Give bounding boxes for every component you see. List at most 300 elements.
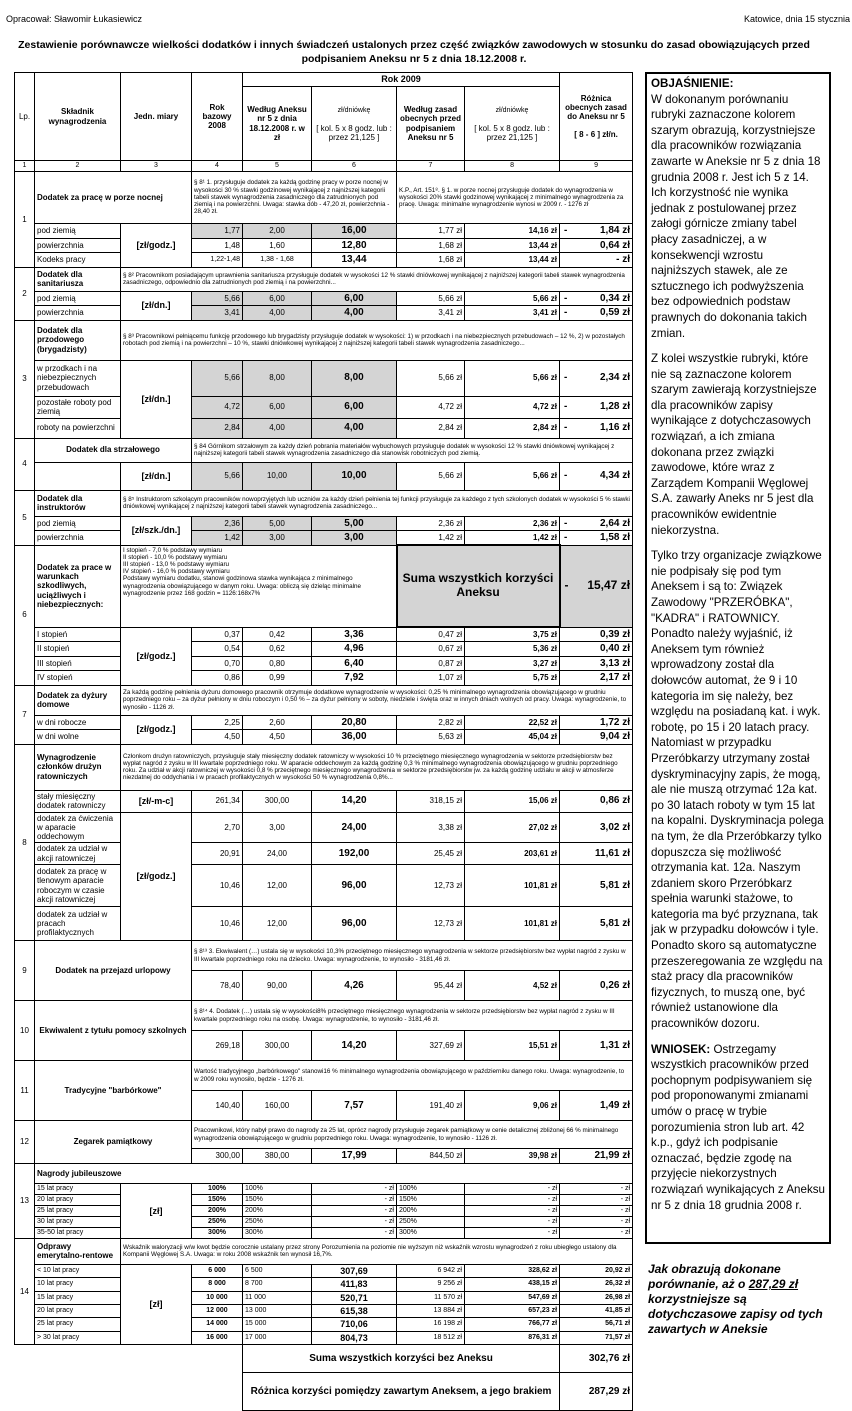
lp-cell: 12 — [15, 1121, 35, 1164]
final-conclusion — [648, 1262, 830, 1337]
cell: 0,37 — [192, 627, 243, 642]
row-name: IV stopień — [35, 671, 121, 686]
cell: 876,31 zł — [465, 1331, 560, 1344]
cell: 9,06 zł — [465, 1091, 560, 1121]
row-name: w dni wolne — [35, 730, 121, 745]
cell: 100% — [243, 1183, 312, 1194]
cell: 5,66 zł — [465, 462, 560, 490]
cell: 12,00 — [243, 865, 312, 907]
cell: 318,15 zł — [397, 790, 465, 812]
cell: - zł — [465, 1227, 560, 1238]
section-name: Dodatek za prace w warunkach szkodliwych, uciążliwych i niebezpiecznych: — [35, 545, 121, 627]
row-name: w dni robocze — [35, 715, 121, 730]
cell: 39,98 zł — [465, 1149, 560, 1164]
cell: 200% — [192, 1205, 243, 1216]
cell: 6,00 — [312, 291, 397, 306]
section-desc — [121, 545, 397, 627]
cell: 1,42 zł — [397, 531, 465, 546]
diff-value: 0,39 zł — [600, 628, 631, 640]
cell: 5,66 zł — [397, 360, 465, 396]
cell: 6,40 — [312, 656, 397, 671]
header-wg-aneksu: Według Aneksu nr 5 z dnia 18.12.2008 r. w zł — [243, 87, 312, 161]
diff-value: 5,81 zł — [600, 917, 631, 929]
table-row — [15, 642, 633, 657]
table-row — [15, 1227, 633, 1238]
diff-cell: - 1,16 zł — [560, 418, 633, 438]
cell: 2,25 — [192, 715, 243, 730]
unit-cell: [zł/dn.] — [121, 291, 192, 320]
table-row — [15, 418, 633, 438]
cell: 2,36 zł — [397, 516, 465, 531]
lp-cell: 3 — [15, 320, 35, 438]
cell: - zł — [560, 1183, 633, 1194]
section-name: Dodatek dla przodowego (brygadzisty) — [35, 320, 121, 360]
row-name: roboty na powierzchni — [35, 418, 121, 438]
cell: 13,44 zł — [465, 238, 560, 253]
diff-value: 3,13 zł — [600, 657, 631, 669]
section-name: Ekwiwalent z tytułu pomocy szkolnych — [35, 1001, 192, 1061]
unit-cell: [zł/godz.] — [121, 812, 192, 941]
cell: 96,00 — [312, 865, 397, 907]
cell: 1,77 zł — [397, 224, 465, 239]
cell: 150% — [192, 1194, 243, 1205]
desc-line: I stopień - 7,0 % podstawy wymiaru — [123, 546, 223, 554]
cell: 22,52 zł — [465, 715, 560, 730]
cell: 4,50 — [243, 730, 312, 745]
row-name: stały miesięczny dodatek ratowniczy — [35, 790, 121, 812]
cell: 328,62 zł — [465, 1264, 560, 1277]
section-name: Odprawy emerytalno-rentowe — [35, 1238, 121, 1264]
row-name: pod ziemią — [35, 224, 121, 239]
cell: 2,82 zł — [397, 715, 465, 730]
summary-row — [15, 1372, 633, 1410]
cell: 20,92 zł — [560, 1264, 633, 1277]
cell: 101,81 zł — [465, 907, 560, 941]
desc-line: II stopień - 10,0 % podstawy wymiaru — [123, 553, 228, 561]
cell: 5,00 — [312, 516, 397, 531]
table-row — [15, 238, 633, 253]
annex-summary-value: 15,47 zł — [587, 578, 631, 593]
cell: 9 256 zł — [397, 1278, 465, 1291]
title-line2: podpisaniem Aneksu nr 5 z dnia 18.12.2008 r. — [301, 53, 527, 65]
explanation-paragraph: W dokonanym porównaniu rubryki zaznaczone kolorem szarym obrazują, korzystniejsze dla pracowników rozwiązania zawarte w Aneksie nr 5 z dnia 18 grudnia 2008 r. Jest ich 5 z 14. Ich korzystność nie wynika jednak z postulowanej przez załogi górnicze zmiany tabel płacy zasadniczej, a w konsekwencji wzrostu najniższych stawek, ale ze sztucznego ich podwyższenia bez odpowiednich podstaw prawnych do dokonania takich zmian. — [651, 92, 821, 340]
lp-cell: 14 — [15, 1238, 35, 1344]
row-name: pod ziemią — [35, 291, 121, 306]
table-row — [15, 1278, 633, 1291]
row-name: 10 lat pracy — [35, 1278, 121, 1291]
header-dniowka-a — [312, 87, 397, 161]
cell: - zł — [465, 1194, 560, 1205]
cell: 300,00 — [243, 1031, 312, 1061]
header-rok-bazowy: Rok bazowy 2008 — [192, 73, 243, 161]
table-row — [15, 715, 633, 730]
place-date: Katowice, dnia 15 stycznia — [743, 14, 850, 24]
diff-value: 1,49 zł — [600, 1099, 631, 1111]
cell: 1,42 — [192, 531, 243, 546]
sum-no-annex-value: 302,76 zł — [560, 1344, 633, 1372]
cell: 6 000 — [192, 1264, 243, 1277]
cell: 1,68 zł — [397, 253, 465, 268]
cell: 7,57 — [312, 1091, 397, 1121]
conclusion-pre: Jak obrazują dokonane porównanie, aż o — [648, 1262, 781, 1291]
cell: 26,98 zł — [560, 1291, 633, 1304]
cell: 13,44 zł — [465, 253, 560, 268]
cell: - zł — [560, 1205, 633, 1216]
diff-cell — [560, 238, 633, 253]
diff-value: - zł — [616, 254, 631, 266]
diff-value: 1,72 zł — [600, 716, 631, 728]
colnum: 8 — [465, 161, 560, 172]
cell: 7,92 — [312, 671, 397, 686]
table-row — [15, 627, 633, 642]
cell: - zł — [560, 1227, 633, 1238]
cell: 269,18 — [192, 1031, 243, 1061]
section-name: Dodatek dla strzałowego — [35, 438, 192, 462]
cell: 12,73 zł — [397, 907, 465, 941]
cell: 3,41 zł — [465, 306, 560, 321]
cell: 6,00 — [243, 396, 312, 418]
table-row — [15, 1194, 633, 1205]
diff-cell — [560, 671, 633, 686]
cell: 250% — [192, 1216, 243, 1227]
cell: 250% — [243, 1216, 312, 1227]
cell: 250% — [397, 1216, 465, 1227]
conclusion-paragraph — [651, 1042, 825, 1214]
cell: 2,00 — [243, 224, 312, 239]
dniowka-a-label: zł/dniówkę — [337, 106, 371, 114]
cell: 844,50 zł — [397, 1149, 465, 1164]
diff-cell: - 2,64 zł — [560, 516, 633, 531]
cell: 14,16 zł — [465, 224, 560, 239]
diff-cell: - 1,58 zł — [560, 531, 633, 546]
diff-cell — [560, 971, 633, 1001]
row-name: < 10 lat pracy — [35, 1264, 121, 1277]
cell: 4,50 — [192, 730, 243, 745]
row-name: 35-50 lat pracy — [35, 1227, 121, 1238]
table-row — [15, 531, 633, 546]
cell: 12,73 zł — [397, 865, 465, 907]
cell: 5,63 zł — [397, 730, 465, 745]
unit-cell: [zł/szk./dn.] — [121, 516, 192, 545]
cell: 5,66 — [192, 291, 243, 306]
cell: 0,54 — [192, 642, 243, 657]
cell: 3,36 — [312, 627, 397, 642]
diff-cell: - 0,34 zł — [560, 291, 633, 306]
cell: 17 000 — [243, 1331, 312, 1344]
wniosek-label: WNIOSEK: — [651, 1042, 711, 1056]
header-dniowka-b — [465, 87, 560, 161]
cell: 150% — [397, 1194, 465, 1205]
cell: 5,66 zł — [465, 360, 560, 396]
cell: 13,44 — [312, 253, 397, 268]
cell: 5,00 — [243, 516, 312, 531]
cell: 3,00 — [243, 531, 312, 546]
cell: 5,66 zł — [465, 291, 560, 306]
diff-cell — [560, 715, 633, 730]
cell: 16,00 — [312, 224, 397, 239]
lp-cell: 6 — [15, 545, 35, 685]
roznica-formula: [ 8 - 6 ] zł/n. — [574, 130, 618, 140]
cell: 10,46 — [192, 865, 243, 907]
cell: 438,15 zł — [465, 1278, 560, 1291]
cell: 15 000 — [243, 1318, 312, 1331]
cell: 261,34 — [192, 790, 243, 812]
row-name: 20 lat pracy — [35, 1194, 121, 1205]
table-row — [15, 253, 633, 268]
diff-value: 4,34 zł — [600, 470, 631, 482]
cell: 11 570 zł — [397, 1291, 465, 1304]
diff-value: 2,34 zł — [600, 372, 631, 384]
cell: 1,42 zł — [465, 531, 560, 546]
colnum: 6 — [312, 161, 397, 172]
diff-value: 21,99 zł — [594, 1150, 631, 1162]
table-row — [15, 1216, 633, 1227]
row-name: dodatek za udział w pracach profilaktycznych — [35, 907, 121, 941]
cell: 5,66 — [192, 462, 243, 490]
spacer — [15, 1344, 243, 1372]
cell: 101,81 zł — [465, 865, 560, 907]
cell: 307,69 — [312, 1264, 397, 1277]
section-name: Tradycyjne "barbórkowe" — [35, 1061, 192, 1121]
cell: 13 884 zł — [397, 1304, 465, 1317]
cell: 14 000 — [192, 1318, 243, 1331]
unit-cell: [zł/godz.] — [121, 224, 192, 268]
row-name: 15 lat pracy — [35, 1291, 121, 1304]
lp-cell: 13 — [15, 1163, 35, 1238]
row-name — [35, 462, 121, 490]
cell: 2,70 — [192, 812, 243, 843]
diff-cell — [560, 642, 633, 657]
annex-summary-cell: - 15,47 zł — [560, 545, 633, 627]
cell: 5,36 zł — [465, 642, 560, 657]
unit-cell: [zł/-m-c] — [121, 790, 192, 812]
row-name: III stopień — [35, 656, 121, 671]
diff-value: 0,34 zł — [600, 292, 631, 304]
cell: 0,87 zł — [397, 656, 465, 671]
cell: 96,00 — [312, 907, 397, 941]
table-row — [15, 224, 633, 239]
unit-cell: [zł/godz.] — [121, 627, 192, 685]
cell: 2,36 — [192, 516, 243, 531]
cell: 327,69 zł — [397, 1031, 465, 1061]
section-name: Dodatek za dyżury domowe — [35, 685, 121, 715]
lp-cell: 4 — [15, 438, 35, 490]
diff-cell — [560, 1031, 633, 1061]
cell: - zł — [312, 1216, 397, 1227]
cell: 4,00 — [312, 306, 397, 321]
row-name: powierzchnia — [35, 238, 121, 253]
row-name: w przodkach i na niebezpiecznych przebudowach — [35, 360, 121, 396]
table-row — [15, 1304, 633, 1317]
cell: 300% — [243, 1227, 312, 1238]
roznica-label: Różnica obecnych zasad do Aneksu nr 5 — [565, 93, 627, 121]
cell: 11 000 — [243, 1291, 312, 1304]
table-row — [15, 306, 633, 321]
cell: 380,00 — [243, 1149, 312, 1164]
row-name: dodatek za pracę w tlenowym aparacie roboczym w czasie akcji ratowniczej — [35, 865, 121, 907]
cell: 3,00 — [243, 812, 312, 843]
cell: 4,72 — [192, 396, 243, 418]
diff-value: 9,04 zł — [600, 731, 631, 743]
cell: 520,71 — [312, 1291, 397, 1304]
colnum: 5 — [243, 161, 312, 172]
cell: 8,00 — [312, 360, 397, 396]
section-desc: § 8¹⁴ 4. Dodatek (…) ustala się w wysokości8% przeciętnego miesięcznego wynagrodzenia w sektorze przedsiębiorstw bez wypłat nagród z zysku w III kwartale poprzedniego roku na osobę. Uwaga: wynagrodzenie, to wynosiło - 3181,46 zł. — [192, 1001, 633, 1031]
cell: 100% — [192, 1183, 243, 1194]
lp-cell: 11 — [15, 1061, 35, 1121]
cell: - zł — [465, 1216, 560, 1227]
diff-value: 1,28 zł — [600, 401, 631, 413]
diff-value: 1,84 zł — [600, 225, 631, 237]
cell: 300,00 — [243, 790, 312, 812]
unit-cell: [zł/godz.] — [121, 715, 192, 744]
table-row — [15, 671, 633, 686]
title-line1: Zestawienie porównawcze wielkości dodatków i innych świadczeń ustalonych przez część związków zawodowych w stosunku do zasad obowiązujących przed — [18, 39, 810, 51]
section-desc: Za każdą godzinę pełnienia dyżuru domowego pracownik otrzymuje dodatkowe wynagrodzenie w wysokości: 0,25 % minimalnego wynagrodzenia obowiązującego w grudniu poprzedniego roku – za dyżur pełniony w dniu roboczym i 0,50 % – za dyżur pełniony w soboty, niedziele i święta oraz w innych dniach wolnych od pracy. Uwaga: wynagrodzenie, to wynosiło - 1126 zł. — [121, 685, 633, 715]
table-row — [15, 1318, 633, 1331]
table-row — [15, 730, 633, 745]
diff-value: 1,16 zł — [600, 422, 631, 434]
header-skladnik: Składnik wynagrodzenia — [35, 73, 121, 161]
row-name: 25 lat pracy — [35, 1205, 121, 1216]
cell: 615,38 — [312, 1304, 397, 1317]
unit-cell: [zł/dn.] — [121, 360, 192, 438]
cell: 8,00 — [243, 360, 312, 396]
table-row — [15, 865, 633, 907]
diff-cell — [560, 790, 633, 812]
diff-value: 2,17 zł — [600, 672, 631, 684]
cell: 95,44 zł — [397, 971, 465, 1001]
section-desc: Wartość tradycyjnego „barbórkowego" stanowi16 % minimalnego wynagrodzenia obowiązującego w październiku danego roku. Uwaga: wynagrodzenie, to w 2009 roku wynosiło, będzie - 1276 zł. — [192, 1061, 633, 1091]
unit-cell: [zł] — [121, 1183, 192, 1238]
lp-cell: 10 — [15, 1001, 35, 1061]
cell: 4,96 — [312, 642, 397, 657]
cell: - zł — [560, 1194, 633, 1205]
cell: 3,00 — [312, 531, 397, 546]
diff-value: 2,64 zł — [600, 517, 631, 529]
header-jedn: Jedn. miary — [121, 73, 192, 161]
cell: 18 512 zł — [397, 1331, 465, 1344]
colnum: 3 — [121, 161, 192, 172]
cell: 0,67 zł — [397, 642, 465, 657]
cell: 3,27 zł — [465, 656, 560, 671]
cell: 1,48 — [192, 238, 243, 253]
cell: 3,41 zł — [397, 306, 465, 321]
table-row — [15, 656, 633, 671]
row-name: 30 lat pracy — [35, 1216, 121, 1227]
cell: 3,41 — [192, 306, 243, 321]
lp-cell: 2 — [15, 267, 35, 320]
diff-cell — [560, 812, 633, 843]
cell: - zł — [465, 1205, 560, 1216]
cell: 4,00 — [312, 418, 397, 438]
cell: 0,86 — [192, 671, 243, 686]
cell: 17,99 — [312, 1149, 397, 1164]
colnum: 1 — [15, 161, 35, 172]
cell: 657,23 zł — [465, 1304, 560, 1317]
cell: 710,06 — [312, 1318, 397, 1331]
cell: - zł — [312, 1183, 397, 1194]
cell: 12,80 — [312, 238, 397, 253]
cell: 20,80 — [312, 715, 397, 730]
section-name: Dodatek dla instruktorów — [35, 490, 121, 516]
kol-a-label: [ kol. 5 x 8 godz. lub : przez 21,125 ] — [316, 123, 392, 143]
cell: 4,52 zł — [465, 971, 560, 1001]
cell: 0,70 — [192, 656, 243, 671]
cell: 0,99 — [243, 671, 312, 686]
conclusion-post: korzystniejsze są dotychczasowe zapisy od tych zawartych w Aneksie — [648, 1292, 823, 1336]
explanation-paragraph: Z kolei wszystkie rubryki, które nie są zaznaczone kolorem szarym zawierają korzystniejsze dla pracowników zapisy wynikające z dotychczasowych rozwiązań, a ich zmiana dokonana przez związki zawodowe, które wraz z Zarządem Kompanii Węglowej S.A. zawarły Aneks nr 5 jest dla pracowników ewidentnie niekorzystna. — [651, 352, 817, 537]
annex-summary-label: Suma wszystkich korzyści Aneksu — [397, 545, 560, 627]
cell: 300% — [192, 1227, 243, 1238]
cell: 200% — [243, 1205, 312, 1216]
explanation-heading: OBJAŚNIENIE: — [651, 77, 734, 90]
cell: - zł — [312, 1205, 397, 1216]
diff-cell — [560, 843, 633, 865]
cell: 804,73 — [312, 1331, 397, 1344]
diff-cell: - 1,84 zł — [560, 224, 633, 239]
cell: 26,32 zł — [560, 1278, 633, 1291]
row-name: powierzchnia — [35, 306, 121, 321]
section-name: Wynagrodzenie członków drużyn ratowniczych — [35, 744, 121, 790]
row-name: dodatek za ćwiczenia w aparacie oddechowym — [35, 812, 121, 843]
cell: 13 000 — [243, 1304, 312, 1317]
cell: 2,84 zł — [465, 418, 560, 438]
cell: 5,75 zł — [465, 671, 560, 686]
cell: 56,71 zł — [560, 1318, 633, 1331]
cell: 4,26 — [312, 971, 397, 1001]
table-row — [15, 907, 633, 941]
cell: 14,20 — [312, 790, 397, 812]
cell: 2,84 — [192, 418, 243, 438]
diff-cell — [560, 907, 633, 941]
cell: - zł — [312, 1227, 397, 1238]
section-name: Dodatek na przejazd urlopowy — [35, 941, 192, 1001]
cell: 2,60 — [243, 715, 312, 730]
cell: 1,68 zł — [397, 238, 465, 253]
diff-value: 287,29 zł — [560, 1372, 633, 1410]
diff-value: 0,59 zł — [600, 307, 631, 319]
cell: 3,38 zł — [397, 812, 465, 843]
cell: 547,69 zł — [465, 1291, 560, 1304]
lp-cell: 5 — [15, 490, 35, 545]
cell: - zł — [465, 1183, 560, 1194]
explanation-paragraph: Tylko trzy organizacje związkowe nie podpisały się pod tym Aneksem i są to: Związek Zawodowy "PRZERÓBKA", "KADRA" i RATOWNICY. Ponadto należy wyjaśnić, iż Aneksem tym również wprowadzony został dla dołowców automat, że 9 i 10 kategoria im się należy, bez względu na posiadaną kat. i wyk. robotę, po 15 i 20 latach pracy. Natomiast w przypadku Przeróbkarzy utrzymany został dyskryminacyjny zapis, że mogą, ale nie muszą otrzymać 12a kat. po 30 latach roboty w tym 15 lat na kopalni. Dyskryminacja polega na tym, że dla Przeróbkarzy tylko dopuszcza się możliwość otrzymania kat. 12a. Naszym zdaniem skoro Przeróbkarz spełnia warunki stażowe, to kategoria ma być przyznana, tak jak w przypadku dołowców i tyle. Ponadto skoro są automatyczne przeszeregowania ze względu na staż pracy dla pracowników fizycznych, to muszą one, być również ustanowione dla pracowników dozoru. — [651, 549, 824, 1031]
diff-cell — [560, 730, 633, 745]
cell: 90,00 — [243, 971, 312, 1001]
cell: 203,61 zł — [465, 843, 560, 865]
colnum: 9 — [560, 161, 633, 172]
cell: 16 000 — [192, 1331, 243, 1344]
cell: 36,00 — [312, 730, 397, 745]
cell: 6 942 zł — [397, 1264, 465, 1277]
cell: 0,62 — [243, 642, 312, 657]
section-desc: § 8² Pracownikom posiadającym uprawnienia sanitariusza przysługuje dodatek w wysokości 12 % stawki dniówkowej wynikającej z najniższej kategorii tabeli stawek wynagrodzenia zasadniczego, odpowiednio dla zatrudnionych pod ziemią i na powierzchni... — [121, 267, 633, 291]
cell: 71,57 zł — [560, 1331, 633, 1344]
cell: 5,66 zł — [397, 291, 465, 306]
cell: 766,77 zł — [465, 1318, 560, 1331]
cell: - zł — [312, 1194, 397, 1205]
row-name: dodatek za udział w akcji ratowniczej — [35, 843, 121, 865]
section-desc: Członkom drużyn ratowniczych, przysługuje stały miesięczny dodatek ratowniczy w wysokości 10 % przeciętnego miesięcznego wynagrodzenia w sektorze przedsiębiorstw bez wypłat nagród z zysku w III kwartale poprzedniego roku. W aparacie oddechowym za każdą godzinę 0,3 % minimalnego wynagrodzenia obowiązującego w grudniu poprzedniego roku. Za udział w akcji ratowniczej w wysokości 0,8 % przeciętnego miesięcznego wynagrodzenia w sektorze przedsiębiorstw jw. za każdą godzinę udziału w akcji w atmosferze niezdatnej do oddychania i w pracach profilaktycznych w wysokości 50 % wynagrodzenia 0,8%... — [121, 744, 633, 790]
cell: 2,36 zł — [465, 516, 560, 531]
diff-value: 1,58 zł — [600, 532, 631, 544]
table-row — [15, 1264, 633, 1277]
row-name: powierzchnia — [35, 531, 121, 546]
table-row — [15, 1331, 633, 1344]
diff-cell — [560, 1091, 633, 1121]
section-desc: K.P., Art. 151⁸. § 1. w porze nocnej przysługuje dodatek do wynagrodzenia w wysokości 20% stawki godzinowej wynikającej z minimalnego wynagrodzenia za pracę. Uwaga: minimalne wynagrodzenie wynosi w 2009 r. - 1276 zł — [397, 172, 633, 224]
